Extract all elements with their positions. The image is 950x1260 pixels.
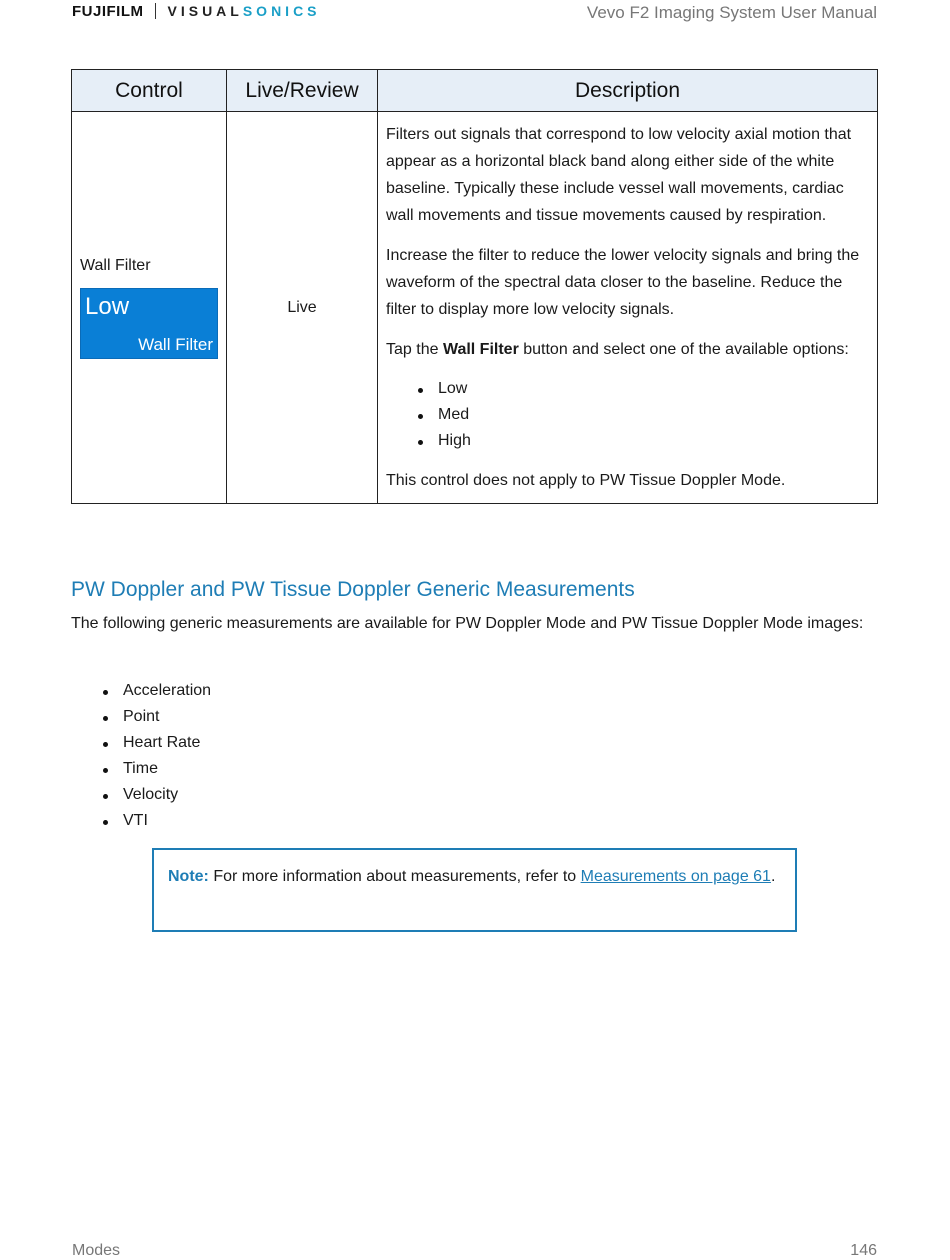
list-item: Low [416, 376, 869, 402]
table-header-row [72, 70, 878, 112]
list-item: Heart Rate [101, 730, 211, 756]
list-item: Acceleration [101, 678, 211, 704]
list-item: Time [101, 756, 211, 782]
footer-page-number: 146 [850, 1242, 877, 1259]
note-label: Note: [168, 868, 209, 885]
list-item: Point [101, 704, 211, 730]
table-row [72, 112, 878, 504]
column-header-description: Description [378, 70, 878, 112]
logo-brand: FUJIFILM [72, 2, 144, 20]
description-cell [378, 112, 878, 504]
description-paragraph: Filters out signals that correspond to low velocity axial motion that appear as a horizontal black band along either side of the white baseline. Typically these include vessel wall movements, cardiac wall movements and tissue movements caused by respiration. [386, 126, 852, 224]
options-list [386, 376, 869, 454]
manual-title: Vevo F2 Imaging System User Manual [586, 3, 877, 22]
description-text: Tap the [386, 341, 443, 358]
wall-filter-value: Low [85, 292, 130, 320]
section-heading: PW Doppler and PW Tissue Doppler Generic Measurements [71, 578, 635, 601]
list-item: VTI [101, 808, 211, 834]
logo-divider [155, 3, 156, 19]
page-header [0, 0, 950, 30]
control-label: Wall Filter [80, 256, 151, 274]
description-paragraph [386, 336, 869, 363]
list-item: Velocity [101, 782, 211, 808]
note-box [152, 848, 797, 932]
footer-section-name: Modes [72, 1242, 121, 1259]
logo-sonics: SONICS [242, 3, 321, 19]
list-item: Med [416, 402, 869, 428]
description-bold-text: Wall Filter [442, 341, 519, 358]
section-intro: The following generic measurements are available for PW Doppler Mode and PW Tissue Doppler Mode images: [71, 615, 864, 632]
wall-filter-button[interactable] [80, 288, 218, 359]
live-review-cell: Live [227, 112, 378, 504]
note-text: For more information about measurements, refer to [208, 868, 581, 885]
list-item: High [416, 428, 869, 454]
measurements-link[interactable]: Measurements on page 61 [580, 868, 771, 885]
wall-filter-button-label: Wall Filter [138, 334, 213, 354]
note-end: . [770, 868, 776, 885]
column-header-live-review: Live/Review [227, 70, 378, 112]
description-paragraph: This control does not apply to PW Tissue Doppler Mode. [386, 472, 786, 489]
controls-table [71, 69, 878, 504]
description-paragraph: Increase the filter to reduce the lower velocity signals and bring the waveform of the spectral data closer to the baseline. Reduce the filter to display more low velocity signals. [386, 247, 860, 318]
measurements-list [101, 678, 211, 834]
logo-visual: VISUAL [167, 3, 243, 19]
column-header-control: Control [72, 70, 227, 112]
description-text: button and select one of the available options: [518, 341, 849, 358]
control-cell [72, 112, 227, 504]
fujifilm-visualsonics-logo [72, 2, 321, 20]
